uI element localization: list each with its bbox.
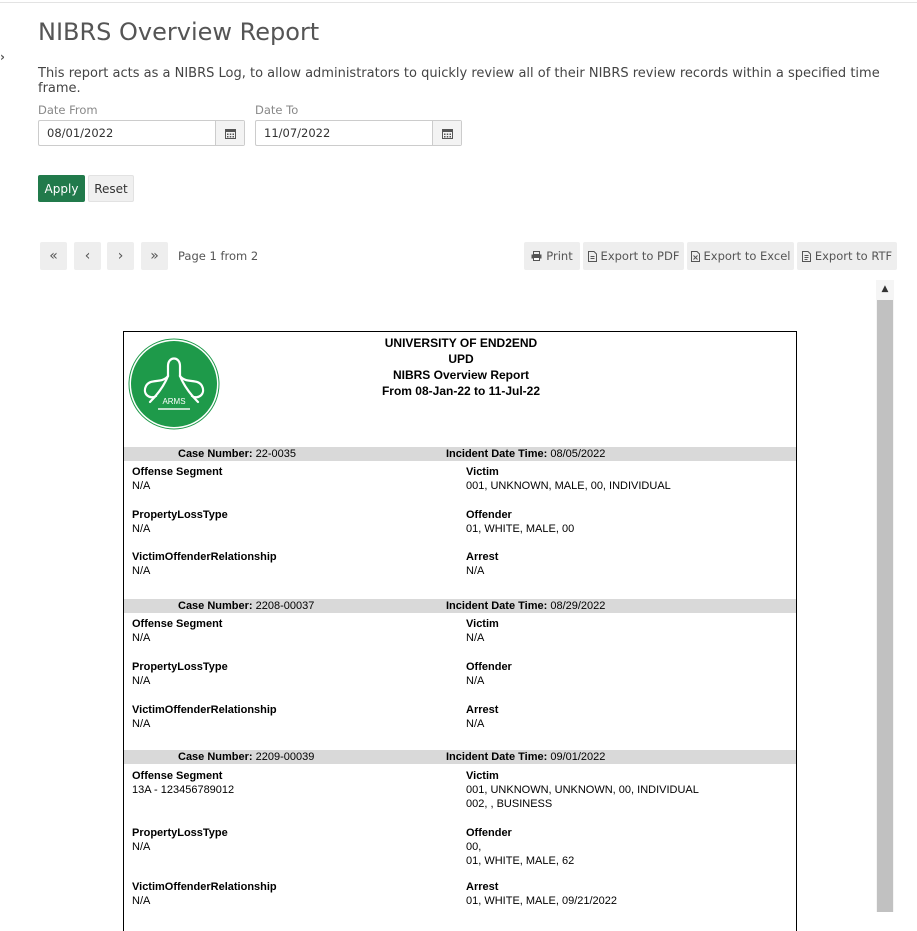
export-excel-label: Export to Excel (703, 249, 791, 263)
print-button[interactable] (524, 242, 580, 270)
export-pdf-button[interactable] (583, 242, 684, 270)
date-from-field (38, 120, 245, 146)
report-title: NIBRS Overview Report (392, 368, 530, 382)
reset-button[interactable]: Reset (88, 175, 134, 202)
first-page-button[interactable] (40, 242, 67, 270)
property-loss-type: PropertyLossType N/A (132, 661, 228, 687)
arrest: Arrest N/A (466, 551, 499, 577)
incident-date: 09/01/2022 (550, 751, 606, 763)
report-range: From 08-Jan-22 to 11-Jul-22 (381, 384, 541, 398)
date-to-input[interactable] (256, 121, 434, 145)
previous-page-button[interactable] (74, 242, 101, 270)
rtf-file-icon (802, 251, 811, 262)
victim-offender-relationship: VictimOffenderRelationship N/A (132, 881, 277, 907)
export-rtf-label: Export to RTF (814, 249, 893, 263)
excel-file-icon (691, 251, 700, 262)
date-to-calendar-button[interactable] (432, 121, 461, 145)
double-chevron-right-icon: » (150, 248, 159, 264)
report-dept: UPD (448, 352, 474, 366)
date-to-field (255, 120, 462, 146)
date-from-label: Date From (38, 103, 98, 117)
case-number: 2209-00039 (255, 751, 315, 763)
page-description: This report acts as a NIBRS Log, to allow administrators to quickly review all of their NIBRS review records within a specified time frame. (38, 66, 880, 96)
top-divider (0, 2, 917, 3)
print-label: Print (546, 249, 573, 263)
arrest: Arrest 01, WHITE, MALE, 09/21/2022 (466, 881, 618, 907)
report-header (124, 335, 798, 399)
chevron-left-icon: ‹ (84, 248, 91, 264)
chevron-right-icon: › (117, 248, 124, 264)
date-from-input[interactable] (39, 121, 217, 145)
report-page (123, 331, 797, 931)
report-org: UNIVERSITY OF END2END (384, 336, 538, 350)
apply-button[interactable]: Apply (38, 175, 85, 202)
last-page-button[interactable] (141, 242, 168, 270)
incident-date: 08/29/2022 (550, 600, 606, 612)
scroll-up-arrow-icon[interactable]: ▲ (881, 284, 889, 294)
offender: Offender 00, 01, WHITE, MALE, 62 (466, 827, 575, 867)
arrest: Arrest N/A (466, 704, 499, 730)
next-page-button[interactable] (107, 242, 134, 270)
offense-segment: Offense Segment N/A (132, 618, 223, 644)
export-rtf-button[interactable] (797, 242, 897, 270)
double-chevron-left-icon: « (49, 248, 58, 264)
export-excel-button[interactable] (687, 242, 794, 270)
offender: Offender 01, WHITE, MALE, 00 (466, 509, 575, 535)
calendar-icon (225, 128, 236, 139)
incident-date: 08/05/2022 (550, 448, 606, 460)
svg-text:ARMS: ARMS (162, 397, 186, 406)
victim-offender-relationship: VictimOffenderRelationship N/A (132, 704, 277, 730)
case-header: Case Number: 2208-00037 Incident Date Time: 08/29/2022 (124, 599, 796, 613)
offense-segment: Offense Segment N/A (132, 466, 223, 492)
calendar-icon (442, 128, 453, 139)
case-header: Case Number: 2209-00039 Incident Date Time: 09/01/2022 (124, 750, 796, 764)
export-pdf-label: Export to PDF (600, 249, 680, 263)
pdf-file-icon (588, 251, 597, 262)
page-title: NIBRS Overview Report (38, 18, 320, 46)
date-from-calendar-button[interactable] (215, 121, 244, 145)
case-number: 22-0035 (255, 448, 297, 460)
date-to-label: Date To (255, 103, 299, 117)
case-header: Case Number: 22-0035 Incident Date Time: 08/05/2022 (124, 447, 796, 461)
victim: Victim 001, UNKNOWN, UNKNOWN, 00, INDIVIDUAL 002, , BUSINESS (466, 770, 699, 810)
page-indicator: Page 1 from 2 (178, 249, 259, 263)
case-number: 2208-00037 (255, 600, 315, 612)
offender: Offender N/A (466, 661, 512, 687)
property-loss-type: PropertyLossType N/A (132, 509, 228, 535)
sidebar-toggle-chevron-icon[interactable]: › (0, 50, 5, 64)
scrollbar-thumb[interactable] (877, 300, 893, 912)
property-loss-type: PropertyLossType N/A (132, 827, 228, 853)
victim: Victim 001, UNKNOWN, MALE, 00, INDIVIDUAL (466, 466, 671, 492)
victim: Victim N/A (466, 618, 499, 644)
offense-segment: Offense Segment 13A - 123456789012 (132, 770, 235, 796)
victim-offender-relationship: VictimOffenderRelationship N/A (132, 551, 277, 577)
print-icon (531, 251, 542, 261)
